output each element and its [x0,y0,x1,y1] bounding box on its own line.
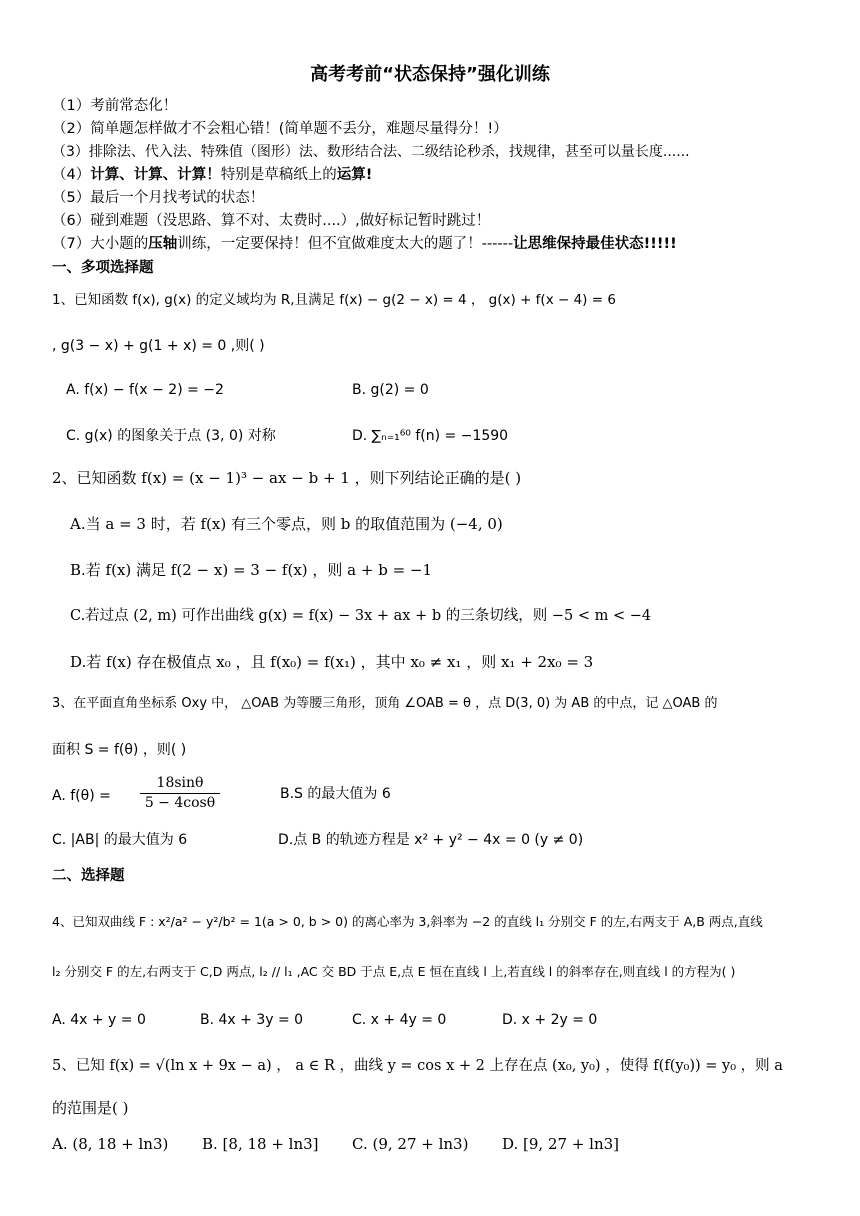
tip-2: （2）简单题怎样做才不会粗心错！(简单题不丢分，难题尽量得分！!） [52,121,508,137]
fraction-denominator: 5 − 4cosθ [144,795,216,811]
q3-option-b: B.S 的最大值为 6 [280,786,391,802]
q4-option-a: A. 4x + y = 0 [52,1012,146,1028]
q3-stem-line2: 面积 S = f(θ) ，则( ) [52,742,187,758]
q4-stem-line1: 4、已知双曲线 F : x²/a² − y²/b² = 1(a > 0, b > 0) 的离心率为 3,斜率为 −2 的直线 l₁ 分别交 F 的左,右两支于 A,B 两点,直线 [52,914,763,929]
tip-6: （6）碰到难题（没思路、算不对、太费时....）,做好标记暂时跳过！ [52,213,491,229]
tip-7-bold-end: 让思维保持最佳状态!!!!! [513,236,677,252]
q5-option-d: D. [9, 27 + ln3] [502,1135,620,1153]
fraction-numerator: 18sinθ [140,774,220,794]
q4-option-b: B. 4x + 3y = 0 [200,1012,304,1028]
q5-option-a: A. (8, 18 + ln3) [52,1135,169,1153]
q4-option-c: C. x + 4y = 0 [352,1012,447,1028]
q2-option-c: C.若过点 (2, m) 可作出曲线 g(x) = f(x) − 3x + ax + b 的三条切线，则 −5 < m < −4 [70,608,652,624]
tip-7-text: 训练，一定要保持！但不宜做难度太大的题了！------ [177,236,514,252]
q3-option-d: D.点 B 的轨迹方程是 x² + y² − 4x = 0 (y ≠ 0) [278,832,584,848]
section-multiple-choice: 一、多项选择题 [52,260,154,276]
tip-1: （1）考前常态化！ [52,98,178,114]
section-single-choice: 二、选择题 [52,868,125,884]
q3-option-a-prefix: A. f(θ) = [52,788,111,804]
tip-3: （3）排除法、代入法、特殊值（图形）法、数形结合法、二级结论秒杀，找规律，甚至可以量长度...... [52,144,690,160]
q3-option-a [52,786,111,806]
q2-option-a: A.当 a = 3 时，若 f(x) 有三个零点，则 b 的取值范围为 (−4, 0) [70,515,503,533]
q5-option-c: C. (9, 27 + ln3) [352,1135,469,1153]
q1-option-d: D. ∑ₙ₌₁⁶⁰ f(n) = −1590 [352,428,509,444]
q2-option-d: D.若 f(x) 存在极值点 x₀ ，且 f(x₀) = f(x₁) ，其中 x₀ ≠ x₁ ，则 x₁ + 2x₀ = 3 [70,653,594,671]
q1-option-b: B. g(2) = 0 [352,382,429,398]
q1-option-c: C. g(x) 的图象关于点 (3, 0) 对称 [66,428,276,444]
q1-stem-line2: , g(3 − x) + g(1 + x) = 0 ,则( ) [52,338,265,354]
page-title: 高考考前“状态保持”强化训练 [310,64,550,85]
q4-option-d: D. x + 2y = 0 [502,1012,598,1028]
q1-stem-line1: 1、已知函数 f(x), g(x) 的定义域均为 R,且满足 f(x) − g(2 − x) = 4 ， g(x) + f(x − 4) = 6 [52,292,616,308]
tip-7-bold: 压轴 [148,236,178,252]
q1-option-a: A. f(x) − f(x − 2) = −2 [66,382,224,398]
tip-7 [52,234,677,254]
q3-option-c: C. |AB| 的最大值为 6 [52,832,188,848]
tip-7-prefix: （7）大小题的 [52,236,149,252]
q5-stem-line2: 的范围是( ) [52,1099,129,1117]
q4-stem-line2: l₂ 分别交 F 的左,右两支于 C,D 两点, l₂ // l₁ ,AC 交 BD 于点 E,点 E 恒在直线 l 上,若直线 l 的斜率存在,则直线 l 的方程为( ) [52,964,736,979]
q5-option-b: B. [8, 18 + ln3] [202,1135,319,1153]
tip-4 [52,165,372,185]
tip-4-bold-end: 运算! [336,167,373,183]
tip-5: （5）最后一个月找考试的状态！ [52,190,265,206]
q3-option-a-fraction [140,774,220,813]
tip-4-prefix: （4） [52,167,91,183]
q3-stem-line1: 3、在平面直角坐标系 Oxy 中， △OAB 为等腰三角形，顶角 ∠OAB = θ ，点 D(3, 0) 为 AB 的中点，记 △OAB 的 [52,696,718,711]
q2-option-b: B.若 f(x) 满足 f(2 − x) = 3 − f(x) ，则 a + b = −1 [70,561,433,579]
tip-4-text: 特别是草稿纸上的 [220,167,337,183]
q5-stem-line1: 5、已知 f(x) = √(ln x + 9x − a) ， a ∈ R ，曲线 y = cos x + 2 上存在点 (x₀, y₀) ，使得 f(f(y₀)) = y₀ ，则 a [52,1058,783,1074]
q2-stem: 2、已知函数 f(x) = (x − 1)³ − ax − b + 1 ，则下列结论正确的是( ) [52,469,522,487]
tip-4-bold: 计算、计算、计算！ [90,167,221,183]
